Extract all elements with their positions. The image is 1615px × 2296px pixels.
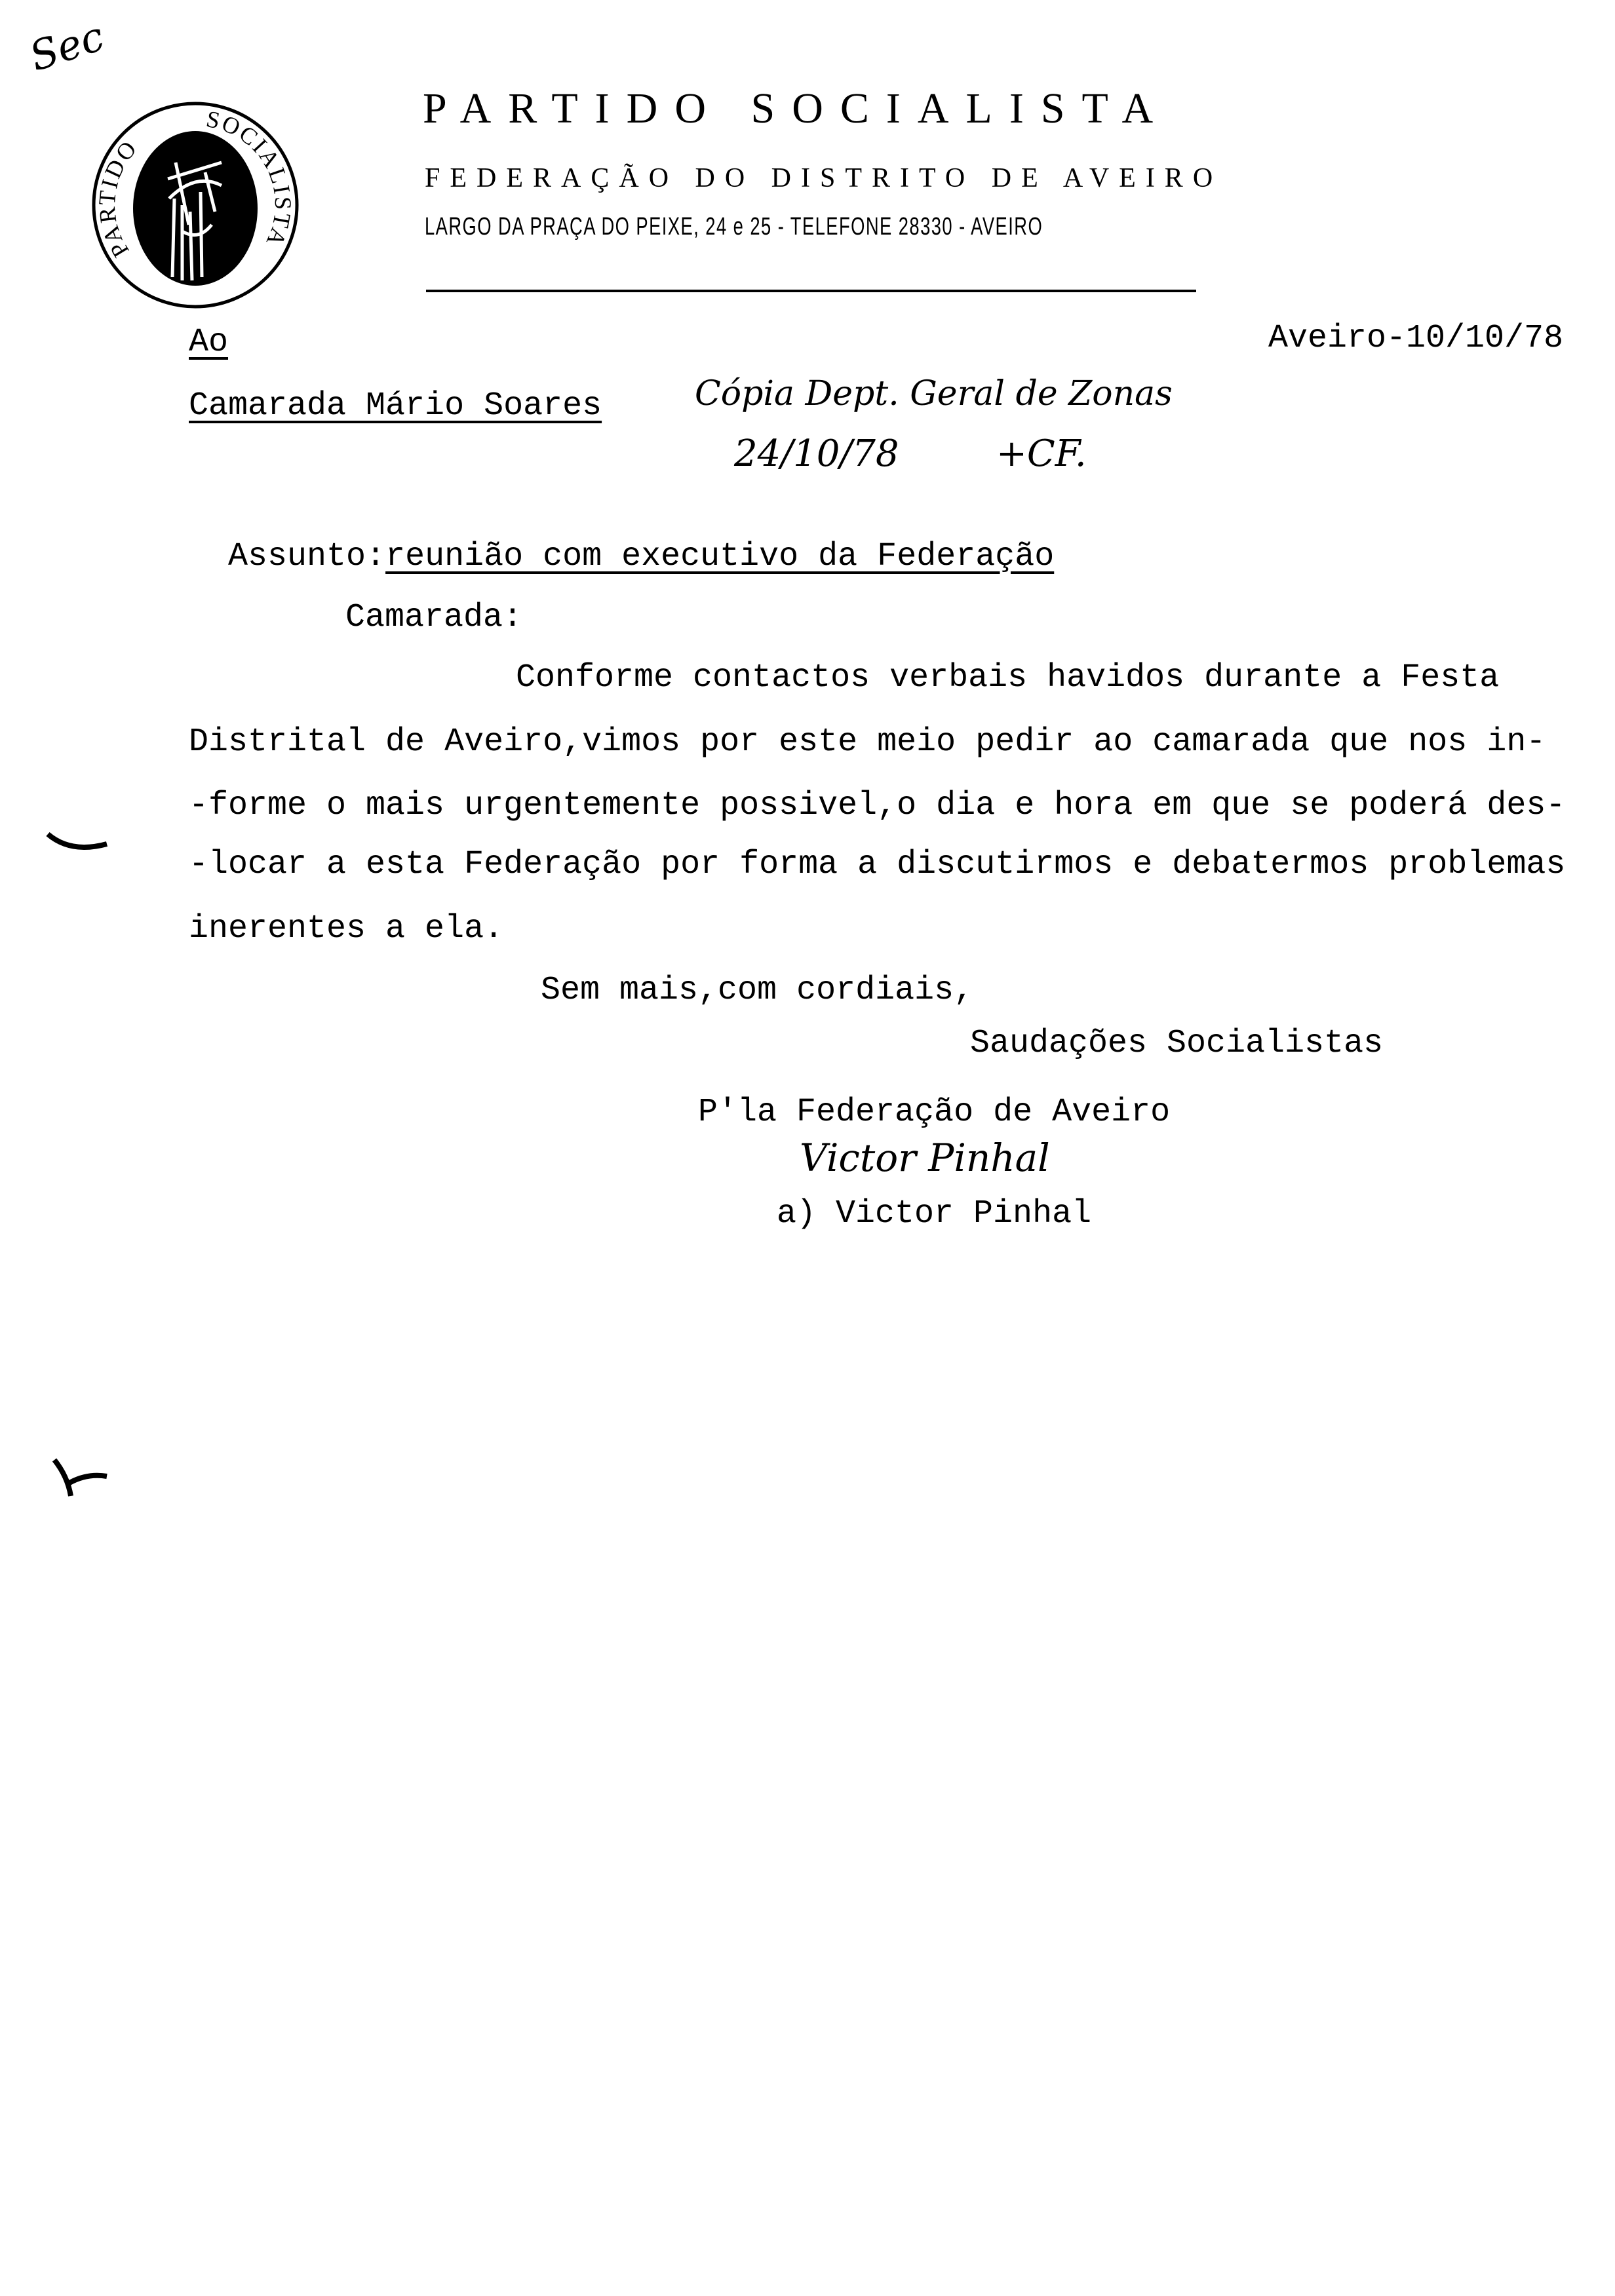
subject: reunião com executivo da Federação: [385, 538, 1055, 575]
logo-text-right: SOCIALISTA: [204, 105, 296, 252]
place-date: Aveiro-10/10/78: [1268, 320, 1564, 357]
party-name: PARTIDO SOCIALISTA: [423, 85, 1171, 132]
signature: Victor Pinhal: [800, 1136, 1050, 1180]
logo-text-left: PARTIDO: [93, 134, 143, 262]
corner-note: Sec: [24, 12, 110, 81]
copy-note: Cópia Dept. Geral de Zonas: [695, 374, 1173, 413]
letterhead-rule: [426, 290, 1196, 292]
recipient: Camarada Mário Soares: [189, 387, 602, 425]
checkmark-icon: [39, 816, 110, 864]
body-line: -forme o mais urgentemente possivel,o dia e hora em que se poderá des-: [189, 787, 1566, 824]
address-line: LARGO DA PRAÇA DO PEIXE, 24 e 25 - TELEFONE 28330 - AVEIRO: [425, 213, 1043, 240]
subject-label: Assunto:: [228, 538, 386, 575]
copy-date: 24/10/78: [734, 432, 899, 475]
federation-name: FEDERAÇÃO DO DISTRITO DE AVEIRO: [425, 163, 1223, 193]
body-line: Conforme contactos verbais havidos durante a Festa: [516, 659, 1500, 697]
party-logo: [85, 88, 295, 298]
copy-initials: +CF.: [996, 432, 1087, 475]
on-behalf: P'la Federação de Aveiro: [698, 1094, 1171, 1131]
salutation-to: Ao: [189, 324, 229, 361]
checkmark-icon: [46, 1445, 110, 1506]
subject-line: [189, 508, 1054, 573]
signatory: a) Victor Pinhal: [777, 1195, 1092, 1233]
body-line: Distrital de Aveiro,vimos por este meio pedir ao camarada que nos in-: [189, 723, 1546, 761]
closing-salutation: Saudações Socialistas: [970, 1025, 1384, 1062]
closing: Sem mais,com cordiais,: [541, 972, 974, 1009]
greeting: Camarada:: [345, 599, 523, 636]
body-line: inerentes a ela.: [189, 910, 504, 947]
body-line: -locar a esta Federação por forma a discutirmos e debatermos problemas: [189, 846, 1566, 883]
